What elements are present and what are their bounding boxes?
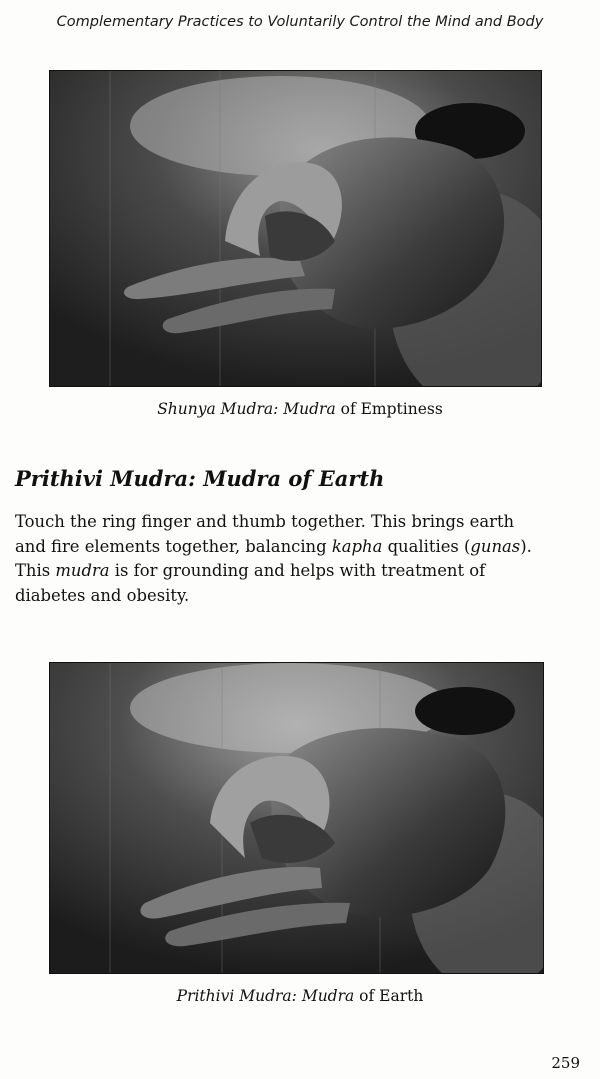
body-line (15, 510, 585, 535)
running-head: Complementary Practices to Voluntarily Control the Mind and Body (56, 14, 544, 30)
prithivi-mudra-photo (49, 662, 544, 974)
text-run: ). (520, 536, 532, 556)
figure1-caption (0, 400, 600, 418)
figure1-caption-italic: Shunya Mudra: Mudra (157, 400, 336, 418)
text-run: Touch the ring finger and thumb together. This brings earth (15, 512, 515, 531)
section-heading: Prithivi Mudra: Mudra of Earth (15, 466, 385, 491)
italic-term: gunas (470, 536, 521, 556)
page-number: 259 (551, 1054, 580, 1072)
body-line (15, 535, 585, 560)
hand-gesture-image (50, 663, 543, 973)
text-run: is for grounding and helps with treatment of (109, 561, 486, 580)
text-run: This (15, 561, 56, 580)
italic-term: kapha (331, 536, 383, 556)
text-run: diabetes and obesity. (15, 585, 190, 605)
body-line (15, 559, 585, 584)
italic-term: mudra (55, 561, 110, 580)
text-run: qualities ( (382, 536, 471, 556)
figure2-caption-italic: Prithivi Mudra: Mudra (176, 987, 355, 1005)
text-run: and fire elements together, balancing (15, 536, 332, 556)
figure2-caption (0, 987, 600, 1005)
shunya-mudra-photo (49, 70, 542, 387)
section-body (15, 510, 585, 608)
figure2-caption-rest: of Earth (354, 987, 424, 1005)
body-line (15, 584, 585, 609)
hand-gesture-image (50, 71, 541, 386)
figure1-caption-rest: of Emptiness (335, 400, 443, 418)
